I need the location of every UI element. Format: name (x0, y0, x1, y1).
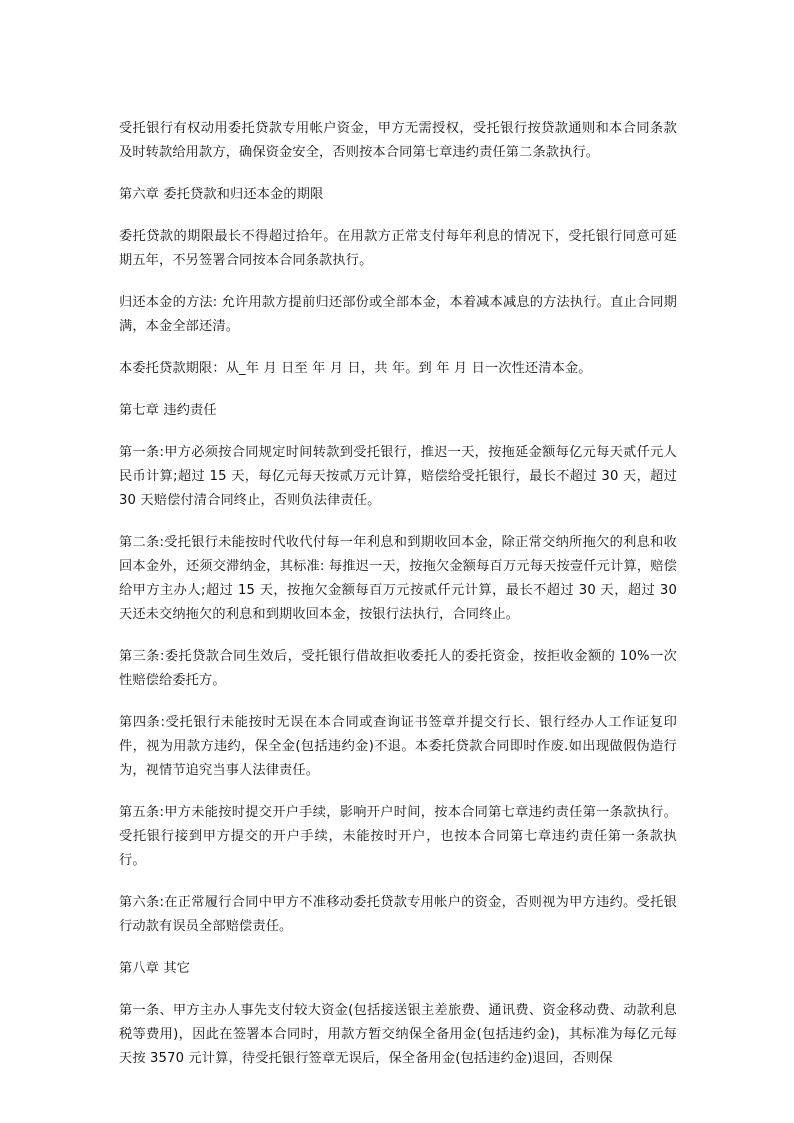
clause-7-5: 第五条:甲方未能按时提交开户手续，影响开户时间，按本合同第七章违约责任第一条款执行。受托银行接到甲方提交的开户手续，未能按时开户，也按本合同第七章违约责任第一条款执行。 (119, 805, 677, 868)
clause-8-1: 第一条、甲方主办人事先支付较大资金(包括接送银主差旅费、通讯费、资金移动费、动款利息税等费用)，因此在签署本合同时，用款方暂交纳保全备用金(包括违约金)，其标准为每亿元每天按 3570 元计算，待受托银行签章无误后，保全备用金(包括违约金)退回，否则保 (119, 1003, 677, 1066)
clause-7-4: 第四条:受托银行未能按时无误在本合同或查询证书签章并提交行长、银行经办人工作证复印件，视为用款方违约，保全金(包括违约金)不退。本委托贷款合同即时作废.如出现做假伪造行为，视情节追究当事人法律责任。 (119, 715, 677, 778)
clause-7-1: 第一条:甲方必须按合同规定时间转款到受托银行，推迟一天，按拖延金额每亿元每天贰仟元人民币计算;超过 15 天，每亿元每天按贰万元计算，赔偿给受托银行，最长不超过 30 天，超过 30 天赔偿付清合同终止，否则负法律责任。 (119, 445, 677, 508)
document-body (119, 117, 677, 1089)
chapter-heading-7: 第七章 违约责任 (119, 403, 217, 418)
paragraph-entrusted-fund-usage: 受托银行有权动用委托贷款专用帐户资金，甲方无需授权，受托银行按贷款通则和本合同条款及时转款给用款方，确保资金安全，否则按本合同第七章违约责任第二条款执行。 (119, 121, 677, 160)
paragraph-repayment-method: 归还本金的方法: 允许用款方提前归还部份或全部本金，本着减本减息的方法执行。直止合同期满，本金全部还清。 (119, 295, 677, 334)
chapter-heading-8: 第八章 其它 (119, 961, 191, 976)
chapter-heading-6: 第六章 委托贷款和归还本金的期限 (119, 187, 324, 202)
clause-7-6: 第六条:在正常履行合同中甲方不准移动委托贷款专用帐户的资金，否则视为甲方违约。受托银行动款有误员全部赔偿责任。 (119, 895, 677, 934)
paragraph-loan-period: 本委托贷款期限：从_年 月 日至 年 月 日，共 年。到 年 月 日一次性还清本金。 (119, 361, 592, 376)
clause-7-2: 第二条:受托银行未能按时代收代付每一年利息和到期收回本金，除正常交纳所拖欠的利息和收回本金外，还须交滞纳金，其标准: 每推迟一天，按拖欠金额每百万元每天按壹仟元计算，赔偿给甲方主办人;超过 15 天，按拖欠金额每百万元按贰仟元计算，最长不超过 30 天，超过 30 天还未交纳拖欠的利息和到期收回本金，按银行法执行，合同终止。 (119, 535, 677, 622)
clause-7-3: 第三条:委托贷款合同生效后，受托银行借故拒收委托人的委托资金，按拒收金额的 10%一次性赔偿给委托方。 (119, 649, 677, 688)
paragraph-loan-term: 委托贷款的期限最长不得超过拾年。在用款方正常支付每年利息的情况下，受托银行同意可延期五年，不另签署合同按本合同条款执行。 (119, 229, 677, 268)
